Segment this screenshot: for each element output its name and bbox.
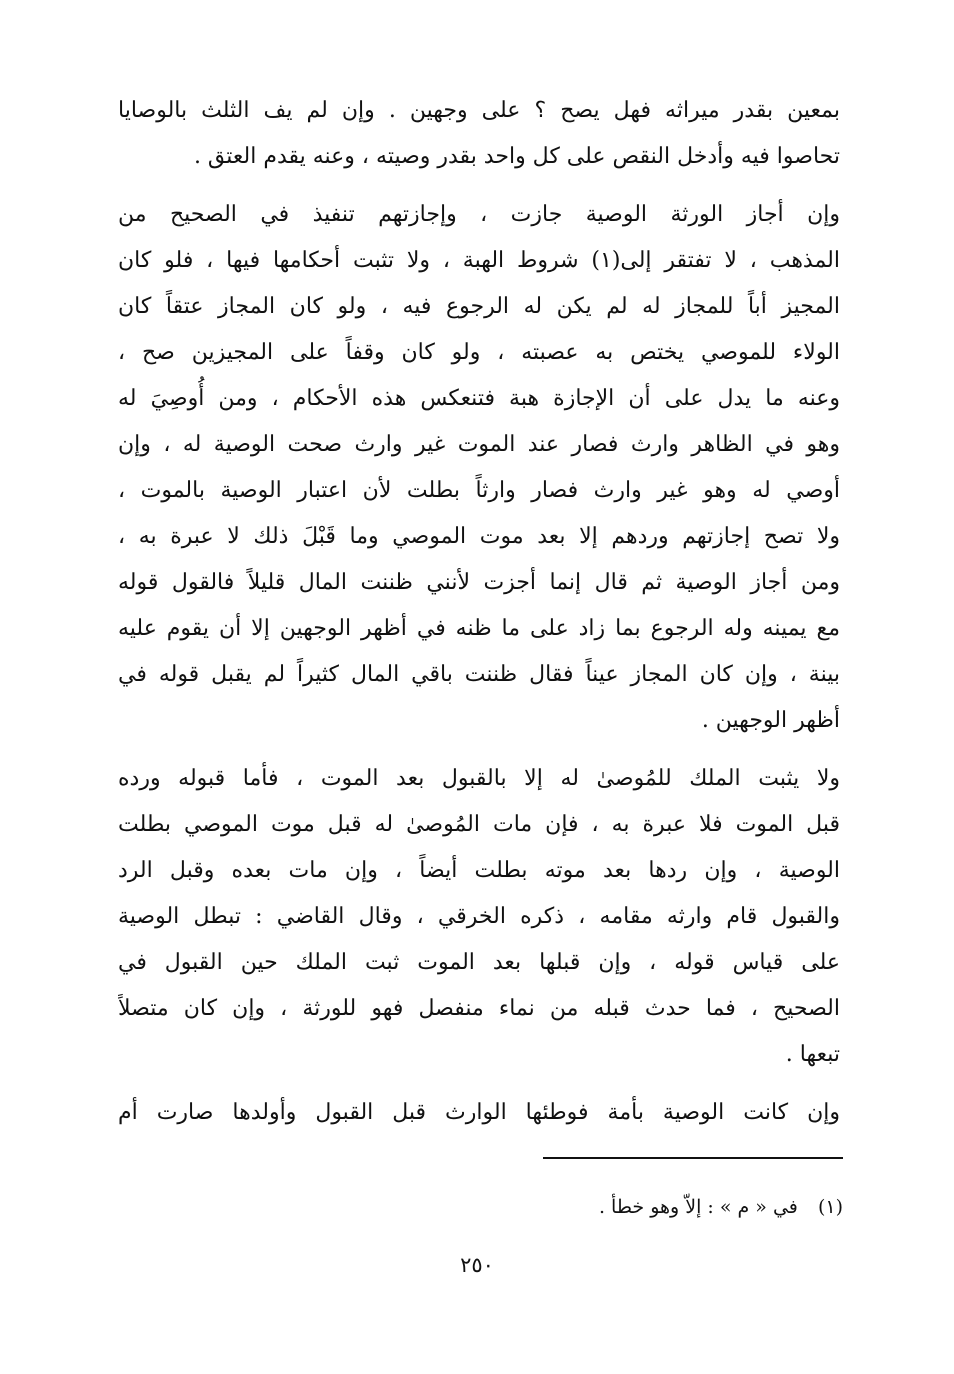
- paragraph: [118, 1090, 840, 1136]
- footnote-marker: (١): [817, 1196, 843, 1218]
- footnote: [400, 1192, 843, 1222]
- text-line: المذهب ، لا تفتقر إلى(١) شروط الهبة ، ولا تثبت أحكامها فيها ، فلو كان: [118, 248, 840, 273]
- text-line: ومن أجاز الوصية ثم قال إنما أجزت لأنني ظننت المال قليلاً فالقول قوله: [118, 570, 840, 595]
- text-line: مع يمينه وله الرجوع بما زاد على ما ظنه في أظهر الوجهين إلا أن يقوم عليه: [118, 616, 840, 641]
- text-line: الصحيح ، فما حدث قبله من نماء منفصل فهو للورثة ، وإن كان متصلاً: [118, 996, 840, 1021]
- text-line: الولاء للموصي يختص به عصبته ، ولو كان وقفاً على المجيزين صح ،: [118, 340, 840, 365]
- text-line: تحاصوا فيه وأدخل النقص على كل واحد بقدر وصيته ، وعنه يقدم العتق .: [193, 144, 840, 169]
- text-line: ولا يثبت الملك للمُوصىٰ له إلا بالقبول بعد الموت ، فأما قبوله ورده: [118, 766, 840, 791]
- paragraph: [118, 88, 840, 180]
- text-line: وهو في الظاهر وارث فصار عند الموت غير وارث صحت الوصية له ، وإن: [118, 432, 840, 457]
- main-text: [118, 88, 840, 1136]
- footnote-separator: [543, 1157, 843, 1159]
- text-line: وإن كانت الوصية بأمة فوطئها الوارث قبل القبول وأولدها صارت أم: [118, 1100, 840, 1125]
- text-line: والقبول قام وارثه مقامه ، ذكره الخرقي ، وقال القاضي : تبطل الوصية: [118, 904, 840, 929]
- text-line: الوصية ، وإن ردها بعد موته بطلت أيضاً ، وإن مات بعده وقبل الرد: [118, 858, 840, 883]
- page-number: ٢٥٠: [460, 1253, 494, 1277]
- text-line: قبل الموت فلا عبرة به ، فإن مات المُوصىٰ له قبل موت الموصي بطلت: [118, 812, 840, 837]
- text-line: ولا تصح إجازتهم وردهم إلا بعد موت الموصي وما قَبْلَ ذلك لا عبرة به ،: [118, 524, 840, 549]
- paragraph: [118, 192, 840, 744]
- text-line: بمعين بقدر ميراثه فهل يصح ؟ على وجهين . وإن لم يف الثلث بالوصايا: [118, 98, 840, 123]
- text-line: تبعها .: [785, 1042, 840, 1067]
- text-line: بينة ، وإن كان المجاز عيناً فقال ظننت باقي المال كثيراً لم يقبل قوله في: [118, 662, 840, 687]
- paragraph: [118, 756, 840, 1078]
- text-line: على قياس قوله ، وإن قبلها بعد الموت ثبت الملك حين القبول في: [118, 950, 840, 975]
- text-line: أوصي له وهو غير وارث فصار وارثاً بطلت لأن اعتبار الوصية بالموت ،: [118, 478, 840, 503]
- text-line: المجيز أباً للمجاز له لم يكن له الرجوع فيه ، ولو كان المجاز عتقاً كان: [118, 294, 840, 319]
- text-line: وإن أجاز الورثة الوصية جازت ، وإجازتهم تنفيذ في الصحيح من: [118, 202, 840, 227]
- footnote-text: في « م » : إلاّ وهو خطأ .: [598, 1196, 798, 1218]
- text-line: وعنه ما يدل على أن الإجازة هبة فتنعكس هذه الأحكام ، ومن أُوصِيَ له: [118, 386, 840, 411]
- text-line: أظهر الوجهين .: [701, 708, 840, 733]
